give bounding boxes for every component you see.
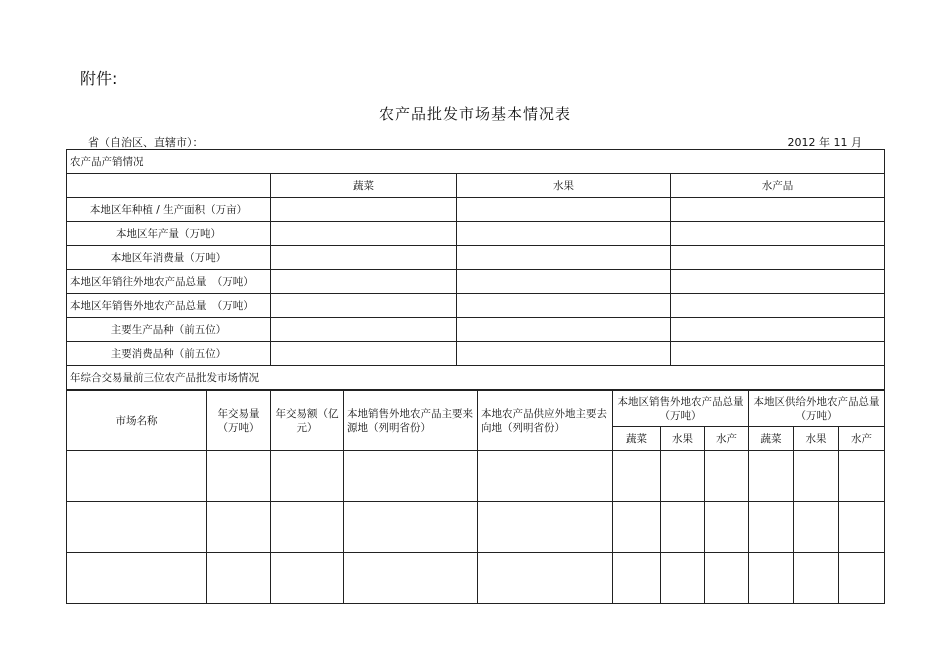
input-cell[interactable] [67,451,207,502]
report-date: 2012 年 11 月 [787,136,862,149]
header-source-regions: 本地销售外地农产品主要来源地（列明省份） [344,391,478,451]
input-cell[interactable] [661,502,705,553]
header-sold-outside-total: 本地区销售外地农产品总量（万吨） [613,391,749,427]
input-cell[interactable] [457,318,671,342]
input-cell[interactable] [478,553,613,604]
input-cell[interactable] [705,553,749,604]
input-cell[interactable] [457,222,671,246]
input-cell[interactable] [457,294,671,318]
input-cell[interactable] [344,451,478,502]
subheader-vegetables: 蔬菜 [613,427,661,451]
input-cell[interactable] [671,342,885,366]
header-market-name: 市场名称 [67,391,207,451]
input-cell[interactable] [671,270,885,294]
input-cell[interactable] [613,553,661,604]
input-cell[interactable] [671,318,885,342]
input-cell[interactable] [839,451,885,502]
column-fruit: 水果 [457,174,671,198]
input-cell[interactable] [478,451,613,502]
input-cell[interactable] [271,270,457,294]
input-cell[interactable] [271,451,344,502]
input-cell[interactable] [271,318,457,342]
header-annual-volume: 年交易量（万吨） [207,391,271,451]
input-cell[interactable] [271,502,344,553]
section2-title: 年综合交易量前三位农产品批发市场情况 [67,366,885,390]
input-cell[interactable] [478,502,613,553]
input-cell[interactable] [271,553,344,604]
input-cell[interactable] [271,246,457,270]
attachment-label: 附件: [80,69,118,88]
input-cell[interactable] [67,553,207,604]
input-cell[interactable] [749,451,794,502]
input-cell[interactable] [705,451,749,502]
input-cell[interactable] [457,198,671,222]
form-title: 农产品批发市场基本情况表 [378,105,571,123]
input-cell[interactable] [671,222,885,246]
input-cell[interactable] [794,451,839,502]
input-cell[interactable] [749,502,794,553]
input-cell[interactable] [271,294,457,318]
subheader-aquatic: 水产 [839,427,885,451]
input-cell[interactable] [839,553,885,604]
input-cell[interactable] [705,502,749,553]
row-label-annual-output: 本地区年产量（万吨） [67,222,271,246]
header-annual-amount: 年交易额（亿元） [271,391,344,451]
input-cell[interactable] [794,553,839,604]
input-cell[interactable] [207,451,271,502]
input-cell[interactable] [207,502,271,553]
market-row [67,553,885,604]
input-cell[interactable] [794,502,839,553]
input-cell[interactable] [671,294,885,318]
input-cell[interactable] [271,222,457,246]
header-supplied-outside-total: 本地区供给外地农产品总量（万吨） [749,391,885,427]
input-cell[interactable] [671,198,885,222]
input-cell[interactable] [613,502,661,553]
input-cell[interactable] [661,553,705,604]
market-row [67,451,885,502]
input-cell[interactable] [839,502,885,553]
input-cell[interactable] [749,553,794,604]
input-cell[interactable] [271,198,457,222]
input-cell[interactable] [661,451,705,502]
column-vegetables: 蔬菜 [271,174,457,198]
input-cell[interactable] [67,502,207,553]
row-label-shipped-out: 本地区年销往外地农产品总量 （万吨） [67,270,271,294]
input-cell[interactable] [344,502,478,553]
input-cell[interactable] [457,246,671,270]
input-cell[interactable] [457,342,671,366]
input-cell[interactable] [271,342,457,366]
column-aquatic: 水产品 [671,174,885,198]
input-cell[interactable] [613,451,661,502]
input-cell[interactable] [344,553,478,604]
province-label: 省（自治区、直辖市）： [88,136,204,149]
row-label-sold-from-outside: 本地区年销售外地农产品总量 （万吨） [67,294,271,318]
row-label-main-consumed: 主要消费品种（前五位） [67,342,271,366]
subheader-aquatic: 水产 [705,427,749,451]
row-label-annual-consumption: 本地区年消费量（万吨） [67,246,271,270]
subheader-fruit: 水果 [661,427,705,451]
header-blank-cell [67,174,271,198]
wholesale-market-table [66,390,885,604]
section1-title: 农产品产销情况 [67,150,885,174]
row-label-main-produced: 主要生产品种（前五位） [67,318,271,342]
input-cell[interactable] [207,553,271,604]
input-cell[interactable] [457,270,671,294]
header-destination-regions: 本地农产品供应外地主要去向地（列明省份） [478,391,613,451]
row-label-planting-area: 本地区年种植 / 生产面积（万亩） [67,198,271,222]
production-sales-table [66,149,885,390]
subheader-vegetables: 蔬菜 [749,427,794,451]
market-row [67,502,885,553]
input-cell[interactable] [671,246,885,270]
subheader-fruit: 水果 [794,427,839,451]
